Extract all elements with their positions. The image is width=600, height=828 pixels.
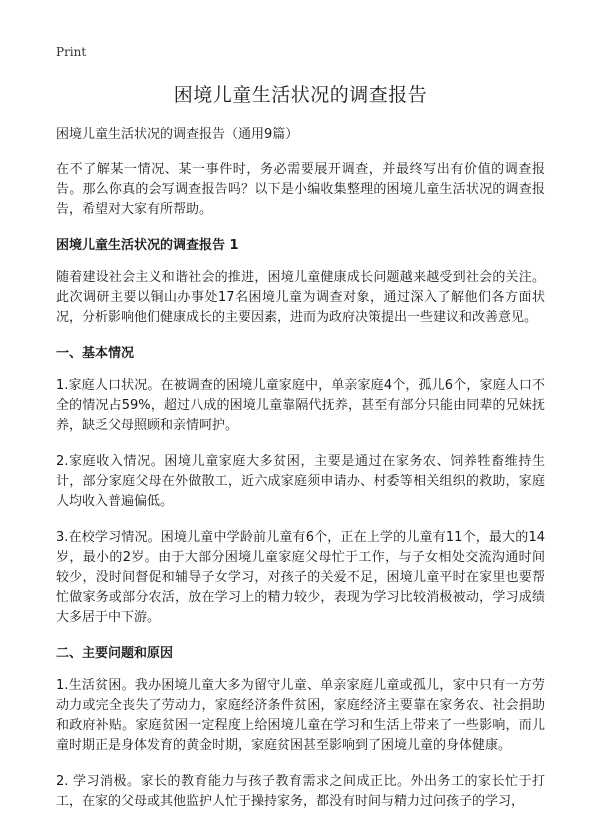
report-intro-paragraph: 随着建设社会主义和谐社会的推进，困境儿童健康成长问题越来越受到社会的关注。此次调研主要以铜山办事处17名困境儿童为调查对象，通过深入了解他们各方面状况，分析影响他们健康成长的主要因素，进而为政府决策提出一些建议和改善意见。 — [56, 270, 545, 325]
document-subtitle: 困境儿童生活状况的调查报告（通用9篇） — [56, 127, 299, 142]
report-heading: 困境儿童生活状况的调查报告 1 — [56, 238, 239, 253]
paragraph-population: 1.家庭人口状况。在被调查的困境儿童家庭中，单亲家庭4个，孤儿6个，家庭人口不全的情况占59%，超过八成的困境儿童靠隔代抚养，甚至有部分只能由同辈的兄妹抚养，缺乏父母照顾和亲情呵护。 — [56, 378, 545, 433]
paragraph-poverty: 1.生活贫困。我办困境儿童大多为留守儿童、单亲家庭儿童或孤儿，家中只有一方劳动力或完全丧失了劳动力，家庭经济条件贫困，家庭经济主要靠在家务农、社会捐助和政府补贴。家庭贫困一定程度上给困境儿童在学习和生活上带来了一些影响，而儿童时期正是身体发育的黄金时期，家庭贫困甚至影响到了困境儿童的身体健康。 — [56, 678, 545, 753]
document-title: 困境儿童生活状况的调查报告 — [173, 84, 428, 106]
intro-paragraph: 在不了解某一情况、某一事件时，务必需要展开调查，并最终写出有价值的调查报告。那么你真的会写调查报告吗？以下是小编收集整理的困境儿童生活状况的调查报告，希望对大家有所帮助。 — [56, 162, 545, 217]
section-heading-problems: 二、主要问题和原因 — [56, 646, 174, 661]
print-link[interactable]: Print — [56, 45, 87, 59]
section-heading-basic: 一、基本情况 — [56, 346, 135, 361]
paragraph-study: 3.在校学习情况。困境儿童中学龄前儿童有6个，正在上学的儿童有11个，最大的14岁，最小的2岁。由于大部分困境儿童家庭父母忙于工作，与子女相处交流沟通时间较少，没时间督促和辅导子女学习，对孩子的关爱不足，困境儿童平时在家里也要帮忙做家务或部分农活，放在学习上的精力较少，表现为学习比较消极被动，学习成绩大多居于中下游。 — [56, 530, 545, 625]
paragraph-income: 2.家庭收入情况。困境儿童家庭大多贫困，主要是通过在家务农、饲养牲畜维持生计，部分家庭父母在外做散工，近六成家庭须申请办、村委等相关组织的救助，家庭人均收入普遍偏低。 — [56, 454, 545, 509]
paragraph-study-passive: 2. 学习消极。家长的教育能力与孩子教育需求之间成正比。外出务工的家长忙于打工，在家的父母或其他监护人忙于操持家务，都没有时间与精力过问孩子的学习， — [56, 774, 545, 809]
